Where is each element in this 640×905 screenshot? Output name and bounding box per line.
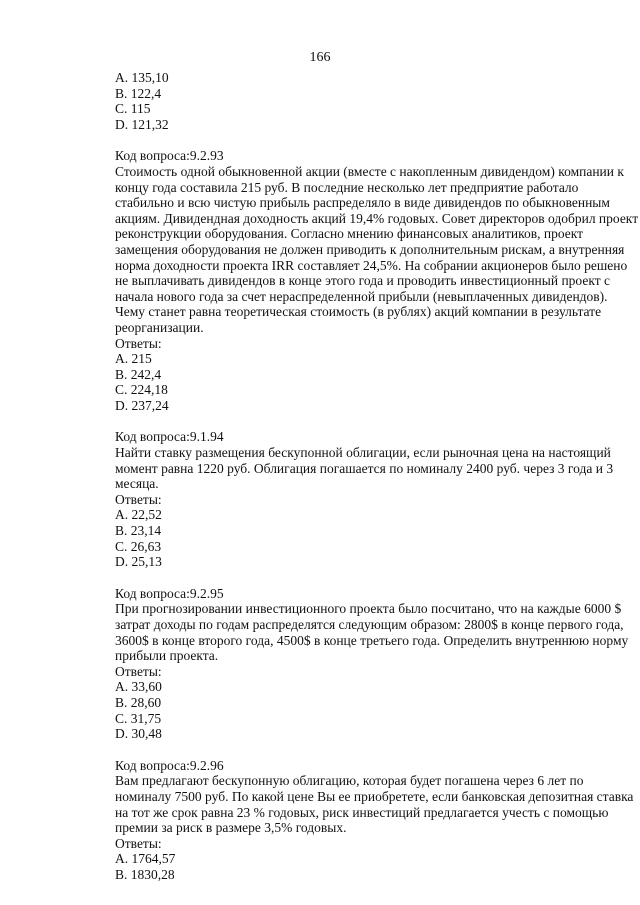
answers-label: Ответы: bbox=[115, 335, 162, 351]
answers-label: Ответы: bbox=[115, 663, 162, 679]
answer-option: A. 1764,57 bbox=[115, 851, 176, 867]
answer-option: D. 25,13 bbox=[115, 554, 162, 570]
intro-answers bbox=[115, 70, 615, 132]
answer-option: C. 26,63 bbox=[115, 538, 162, 554]
answer-option: C. 115 bbox=[115, 101, 151, 117]
question-block bbox=[115, 757, 634, 883]
answers-label: Ответы: bbox=[115, 491, 162, 507]
question-text-line: замещения оборудования не должен приводить к дополнительным рискам, а внутренняя bbox=[115, 241, 625, 257]
answer-option: D. 237,24 bbox=[115, 397, 169, 413]
question-text-line: акциям. Дивидендная доходность акций 19,4% годовых. Совет директоров одобрил проект bbox=[115, 210, 639, 226]
answer-option: B. 23,14 bbox=[115, 523, 162, 539]
question-code: Код вопроса:9.2.96 bbox=[115, 757, 224, 773]
question-text-line: 3600$ в конце второго года, 4500$ в конце третьего года. Определить внутреннюю норму bbox=[115, 632, 629, 648]
answer-option: B. 28,60 bbox=[115, 694, 162, 710]
question-text-line: затрат доходы по годам распределятся следующим образом: 2800$ в конце первого года, bbox=[115, 617, 624, 632]
answer-option: B. 242,4 bbox=[115, 366, 162, 382]
question-text-line: на тот же срок равна 23 % годовых, риск инвестиций предлагается учесть с помощью bbox=[115, 804, 609, 820]
question-text-line: не выплачивать дивидендов в конце этого года и проводить инвестиционный проект с bbox=[115, 273, 610, 289]
answer-option: C. 31,75 bbox=[115, 710, 162, 726]
answer-option: B. 1830,28 bbox=[115, 866, 175, 882]
answer-option: A. 33,60 bbox=[115, 679, 162, 695]
question-text-line: начала нового года за счет нераспределенной прибыли (невыплаченных дивидендов). bbox=[115, 288, 608, 304]
question-text-line: При прогнозировании инвестиционного проекта было посчитано, что на каждые 6000 $ bbox=[115, 601, 622, 617]
question-text-line: месяца. bbox=[115, 476, 159, 492]
page-number: 166 bbox=[309, 50, 331, 65]
answer-option: A. 22,52 bbox=[115, 507, 162, 523]
question-text-line: номиналу 7500 руб. По какой цене Вы ее приобретете, если банковская депозитная ставка bbox=[115, 788, 634, 804]
answer-option: D. 30,48 bbox=[115, 726, 162, 742]
answer-option: B. 122,4 bbox=[115, 85, 162, 101]
answers-label: Ответы: bbox=[115, 835, 162, 851]
answer-option: C. 224,18 bbox=[115, 382, 168, 398]
answer-option: A. 215 bbox=[115, 351, 152, 367]
question-text-line: момент равна 1220 руб. Облигация погашается по номиналу 2400 руб. через 3 года и 3 bbox=[115, 460, 614, 476]
question-text-line: прибыли проекта. bbox=[115, 648, 219, 664]
question-text-line: Найти ставку размещения бескупонной облигации, если рыночная цена на настоящий bbox=[115, 445, 611, 461]
question-text-line: концу года составила 215 руб. В последние несколько лет предприятие работало bbox=[115, 179, 579, 195]
question-text-line: Вам предлагают бескупонную облигацию, которая будет погашена через 6 лет по bbox=[115, 773, 584, 789]
answer-option: D. 121,32 bbox=[115, 116, 169, 132]
question-text-line: реконструкции оборудования. Согласно мнению финансовых аналитиков, проект bbox=[115, 226, 584, 242]
answer-option: A. 135,10 bbox=[115, 70, 169, 85]
question-block bbox=[115, 148, 639, 413]
question-text-line: норма доходности проекта IRR составляет 24,5%. На собрании акционеров было решено bbox=[115, 257, 628, 273]
question-block bbox=[115, 585, 629, 742]
question-block bbox=[115, 429, 615, 569]
question-code: Код вопроса:9.2.93 bbox=[115, 148, 224, 164]
question-text-line: стабильно и всю чистую прибыль распределяло в виде дивидендов по обыкновенным bbox=[115, 195, 610, 211]
question-text-line: Стоимость одной обыкновенной акции (вместе с накопленным дивидендом) компании к bbox=[115, 163, 624, 179]
question-code: Код вопроса:9.2.95 bbox=[115, 585, 224, 601]
page-content bbox=[115, 70, 639, 883]
question-text-line: реорганизации. bbox=[115, 319, 204, 335]
question-code: Код вопроса:9.1.94 bbox=[115, 429, 224, 445]
question-text-line: Чему станет равна теоретическая стоимость (в рублях) акций компании в результате bbox=[115, 304, 602, 320]
question-text-line: премии за риск в размере 3,5% годовых. bbox=[115, 820, 347, 836]
